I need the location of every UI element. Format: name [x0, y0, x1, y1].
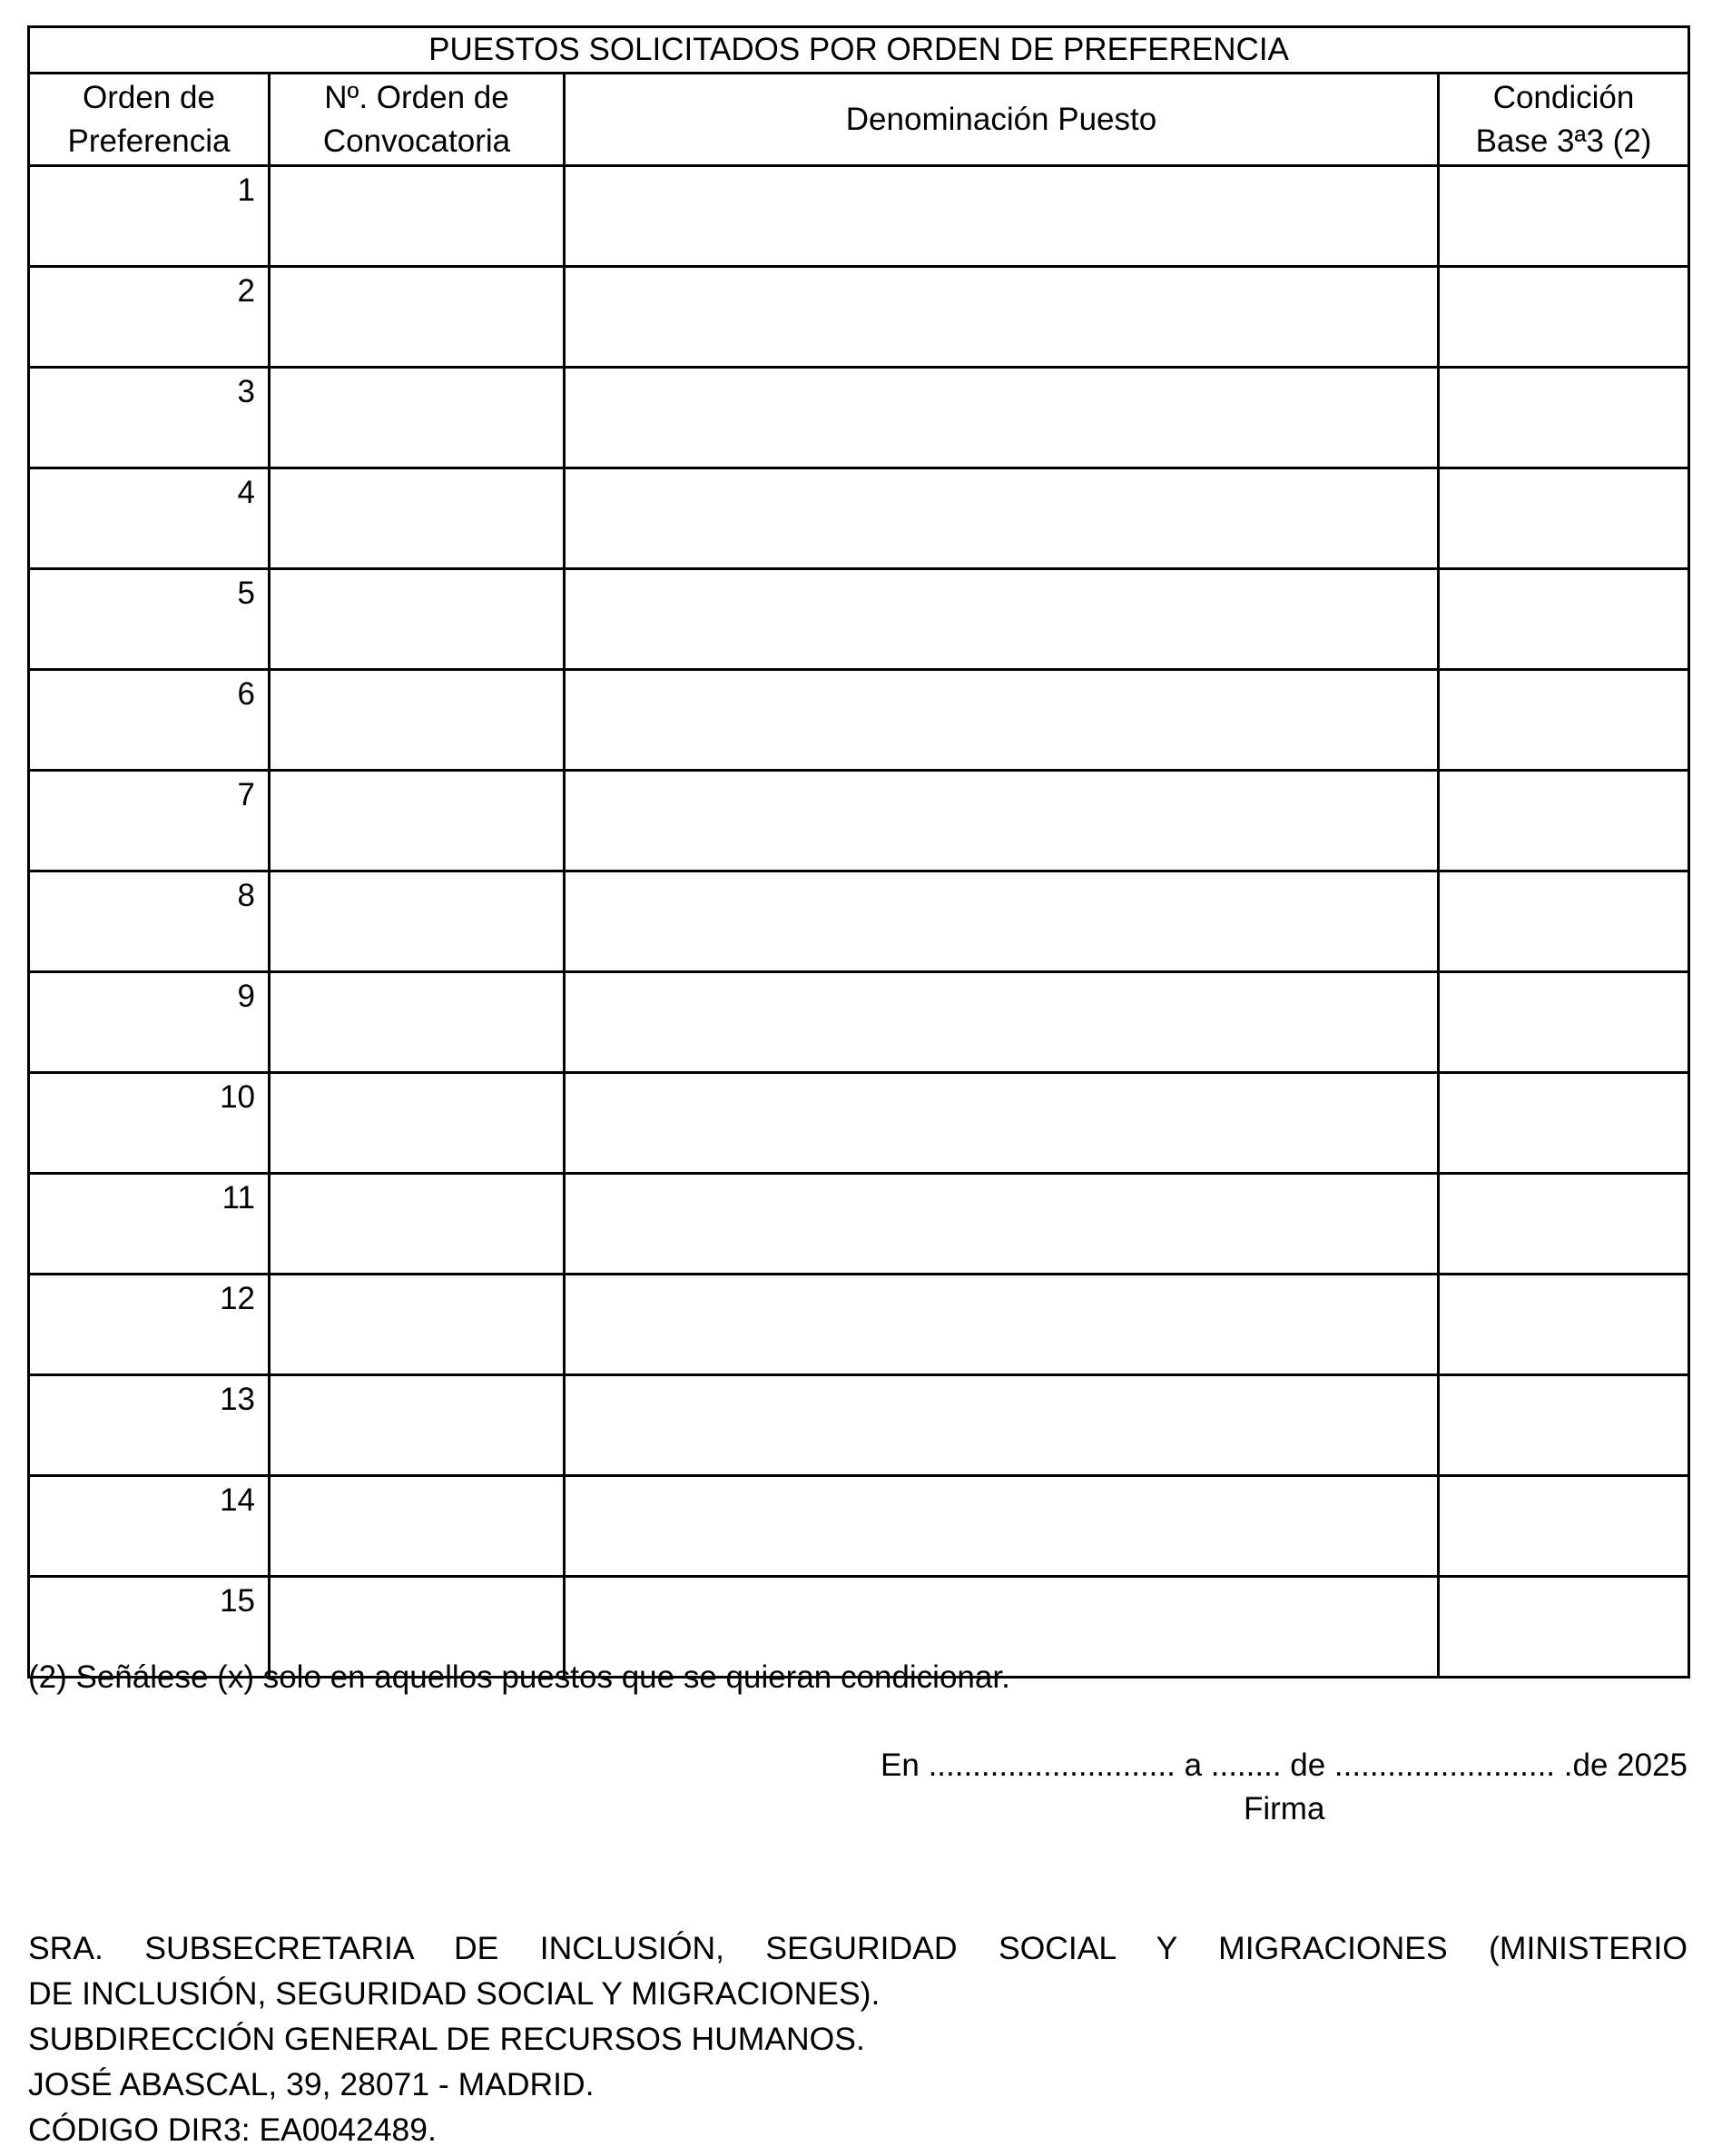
position-name-cell[interactable] — [565, 1375, 1439, 1476]
position-name-cell[interactable] — [565, 972, 1439, 1073]
table-title-row — [29, 27, 1689, 74]
table-row — [29, 972, 1689, 1073]
call-order-cell[interactable] — [270, 972, 565, 1073]
table-row — [29, 1476, 1689, 1577]
call-order-cell[interactable] — [270, 569, 565, 670]
call-order-cell[interactable] — [270, 670, 565, 771]
preference-order-cell: 1 — [29, 166, 270, 267]
call-order-cell[interactable] — [270, 1275, 565, 1375]
position-name-cell[interactable] — [565, 1073, 1439, 1174]
positions-table — [27, 25, 1690, 1679]
footnote: (2) Señálese (x) solo en aquellos puestos que se quieran condicionar. — [28, 1659, 1010, 1695]
preference-order-cell: 5 — [29, 569, 270, 670]
call-order-cell[interactable] — [270, 468, 565, 569]
table-title: PUESTOS SOLICITADOS POR ORDEN DE PREFERENCIA — [29, 27, 1689, 74]
preference-order-cell: 11 — [29, 1174, 270, 1275]
position-name-cell[interactable] — [565, 771, 1439, 871]
condition-cell[interactable] — [1439, 1577, 1689, 1678]
condition-cell[interactable] — [1439, 972, 1689, 1073]
condition-cell[interactable] — [1439, 1476, 1689, 1577]
table-row — [29, 771, 1689, 871]
condition-cell[interactable] — [1439, 1073, 1689, 1174]
position-name-cell[interactable] — [565, 1476, 1439, 1577]
preference-order-cell: 3 — [29, 368, 270, 468]
preference-order-cell: 2 — [29, 267, 270, 368]
table-row — [29, 468, 1689, 569]
header-orden-convocatoria-line2: Convocatoria — [322, 123, 511, 159]
signature-label: Firma — [1244, 1791, 1325, 1826]
preference-order-cell: 14 — [29, 1476, 270, 1577]
preference-order-cell: 10 — [29, 1073, 270, 1174]
header-orden-preferencia — [29, 74, 270, 166]
header-orden-convocatoria — [270, 74, 565, 166]
position-name-cell[interactable] — [565, 1275, 1439, 1375]
condition-cell[interactable] — [1439, 871, 1689, 972]
address-line-3: SUBDIRECCIÓN GENERAL DE RECURSOS HUMANOS. — [28, 2021, 865, 2057]
table-header-row — [29, 74, 1689, 166]
condition-cell[interactable] — [1439, 569, 1689, 670]
preference-order-cell: 15 — [29, 1577, 270, 1678]
call-order-cell[interactable] — [270, 871, 565, 972]
position-name-cell[interactable] — [565, 670, 1439, 771]
table-row — [29, 1275, 1689, 1375]
condition-cell[interactable] — [1439, 1375, 1689, 1476]
date-place-line[interactable]: En ............................ a ........ de ......................... .de 2025 — [881, 1747, 1688, 1783]
position-name-cell[interactable] — [565, 267, 1439, 368]
call-order-cell[interactable] — [270, 1073, 565, 1174]
table-row — [29, 1073, 1689, 1174]
table-body — [29, 166, 1689, 1678]
header-orden-preferencia-line2: Preferencia — [67, 123, 231, 159]
header-condicion-line2: Base 3ª3 (2) — [1475, 123, 1652, 159]
position-name-cell[interactable] — [565, 1174, 1439, 1275]
table-row — [29, 569, 1689, 670]
table-row — [29, 871, 1689, 972]
preference-order-cell: 6 — [29, 670, 270, 771]
condition-cell[interactable] — [1439, 267, 1689, 368]
preference-order-cell: 13 — [29, 1375, 270, 1476]
call-order-cell[interactable] — [270, 1476, 565, 1577]
table-row — [29, 1375, 1689, 1476]
preference-order-cell: 8 — [29, 871, 270, 972]
call-order-cell[interactable] — [270, 1375, 565, 1476]
position-name-cell[interactable] — [565, 569, 1439, 670]
call-order-cell[interactable] — [270, 1174, 565, 1275]
header-denominacion: Denominación Puesto — [565, 74, 1439, 166]
header-condicion-line1: Condición — [1492, 79, 1635, 115]
call-order-cell[interactable] — [270, 166, 565, 267]
table-row — [29, 368, 1689, 468]
condition-cell[interactable] — [1439, 166, 1689, 267]
condition-cell[interactable] — [1439, 670, 1689, 771]
position-name-cell[interactable] — [565, 871, 1439, 972]
address-line-5: CÓDIGO DIR3: EA0042489. — [28, 2112, 437, 2148]
recipient-address — [28, 1925, 1688, 2152]
call-order-cell[interactable] — [270, 267, 565, 368]
header-orden-convocatoria-line1: Nº. Orden de — [324, 79, 509, 115]
call-order-cell[interactable] — [270, 368, 565, 468]
address-line-2: DE INCLUSIÓN, SEGURIDAD SOCIAL Y MIGRACIONES). — [28, 1975, 881, 2012]
condition-cell[interactable] — [1439, 368, 1689, 468]
address-line-4: JOSÉ ABASCAL, 39, 28071 - MADRID. — [28, 2066, 595, 2102]
preference-order-cell: 4 — [29, 468, 270, 569]
preference-order-cell: 9 — [29, 972, 270, 1073]
condition-cell[interactable] — [1439, 771, 1689, 871]
condition-cell[interactable] — [1439, 468, 1689, 569]
preference-order-cell: 7 — [29, 771, 270, 871]
table-row — [29, 1174, 1689, 1275]
table-row — [29, 670, 1689, 771]
table-row — [29, 267, 1689, 368]
condition-cell[interactable] — [1439, 1275, 1689, 1375]
table-row — [29, 166, 1689, 267]
condition-cell[interactable] — [1439, 1174, 1689, 1275]
header-condicion — [1439, 74, 1689, 166]
header-orden-preferencia-line1: Orden de — [83, 79, 215, 115]
preference-order-cell: 12 — [29, 1275, 270, 1375]
position-name-cell[interactable] — [565, 468, 1439, 569]
address-line-1: SRA. SUBSECRETARIA DE INCLUSIÓN, SEGURIDAD SOCIAL Y MIGRACIONES (MINISTERIO — [28, 1930, 1688, 1966]
position-name-cell[interactable] — [565, 166, 1439, 267]
position-name-cell[interactable] — [565, 368, 1439, 468]
call-order-cell[interactable] — [270, 771, 565, 871]
